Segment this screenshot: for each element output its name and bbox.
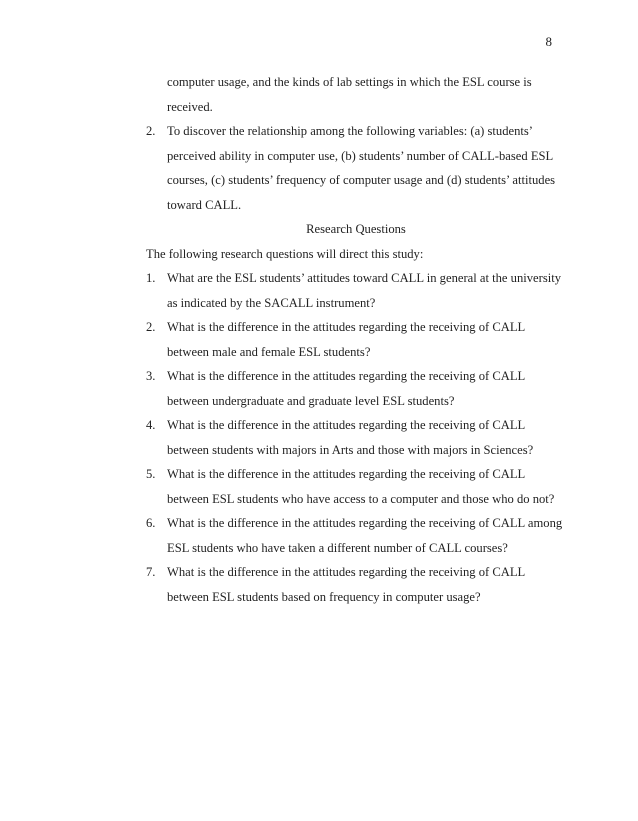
text-line: computer usage, and the kinds of lab settings in which the ESL course is bbox=[167, 75, 532, 89]
list-number: 1. bbox=[146, 271, 156, 285]
text-line: ESL students who have taken a different number of CALL courses? bbox=[167, 540, 508, 555]
text-line: perceived ability in computer use, (b) students’ number of CALL-based ESL bbox=[167, 148, 554, 163]
list-number: 2. bbox=[146, 320, 156, 334]
text-line: What is the difference in the attitudes regarding the receiving of CALL among bbox=[167, 516, 563, 530]
text-line: between undergraduate and graduate level ESL students? bbox=[167, 393, 455, 408]
text-line: received. bbox=[167, 99, 213, 114]
list-number: 2. bbox=[146, 124, 156, 138]
page-number: 8 bbox=[545, 34, 552, 49]
text-line: between male and female ESL students? bbox=[167, 344, 371, 359]
objective-2 bbox=[146, 119, 576, 217]
list-number: 3. bbox=[146, 369, 156, 383]
text-line: What is the difference in the attitudes regarding the receiving of CALL bbox=[167, 320, 526, 334]
research-questions-list bbox=[146, 266, 576, 609]
list-number: 6. bbox=[146, 516, 156, 530]
text-line: To discover the relationship among the following variables: (a) students’ bbox=[167, 124, 533, 138]
research-question-5 bbox=[146, 462, 576, 511]
text-line: What is the difference in the attitudes regarding the receiving of CALL bbox=[167, 369, 526, 383]
body-text bbox=[146, 70, 576, 609]
research-question-1 bbox=[146, 266, 576, 315]
text-line: as indicated by the SACALL instrument? bbox=[167, 295, 376, 310]
text-line: between ESL students based on frequency in computer usage? bbox=[167, 589, 481, 604]
section-heading: Research Questions bbox=[306, 222, 406, 236]
text-line: What are the ESL students’ attitudes toward CALL in general at the university bbox=[167, 271, 562, 285]
research-question-4 bbox=[146, 413, 576, 462]
text-line: courses, (c) students’ frequency of computer usage and (d) students’ attitudes bbox=[167, 173, 556, 187]
text-line: What is the difference in the attitudes regarding the receiving of CALL bbox=[167, 418, 526, 432]
text-line: between ESL students who have access to a computer and those who do not? bbox=[167, 491, 555, 506]
text-line: toward CALL. bbox=[167, 197, 242, 212]
list-number: 5. bbox=[146, 467, 156, 481]
text-line: What is the difference in the attitudes regarding the receiving of CALL bbox=[167, 467, 526, 481]
research-question-7 bbox=[146, 560, 576, 609]
intro-paragraph: The following research questions will direct this study: bbox=[146, 246, 424, 261]
list-number: 4. bbox=[146, 418, 156, 432]
text-line: between students with majors in Arts and those with majors in Sciences? bbox=[167, 442, 534, 457]
research-question-6 bbox=[146, 511, 576, 560]
research-question-3 bbox=[146, 364, 576, 413]
research-question-2 bbox=[146, 315, 576, 364]
text-line: What is the difference in the attitudes regarding the receiving of CALL bbox=[167, 565, 526, 579]
list-number: 7. bbox=[146, 565, 156, 579]
objective-1-continuation bbox=[146, 70, 576, 119]
